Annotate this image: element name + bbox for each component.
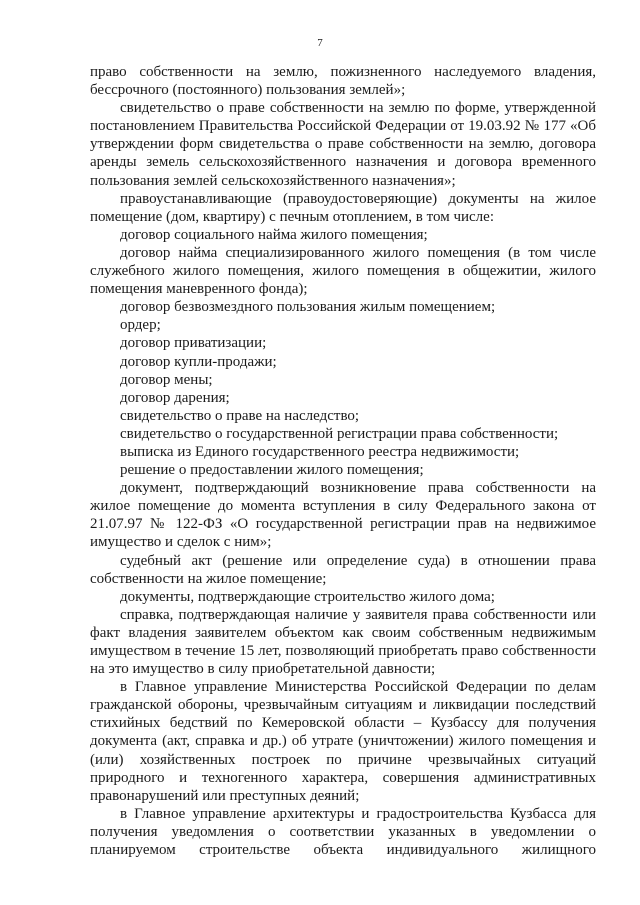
page-number: 7 <box>317 37 323 49</box>
paragraph: документ, подтверждающий возникновение права собственности на жилое помещение до момента вступления в силу Федерального закона от 21.07.97 № 122-ФЗ «О государственной регистрации прав на недвижимое имущество и сделок с ним»; <box>90 480 596 551</box>
paragraph: свидетельство о праве на наследство; <box>120 407 360 424</box>
paragraph: выписка из Единого государственного реестра недвижимости; <box>120 443 520 460</box>
paragraph: в Главное управление архитектуры и градостроительства Кузбасса для получения уведомления о соответствии указанных в уведомлении о планируемом строительстве объекта индивидуального жилищного <box>90 805 596 859</box>
paragraph: судебный акт (решение или определение суда) в отношении права собственности на жилое помещение; <box>90 552 596 587</box>
paragraph: договор социального найма жилого помещения; <box>120 226 428 243</box>
paragraph: договор мены; <box>120 371 213 388</box>
paragraph: решение о предоставлении жилого помещения; <box>120 462 424 479</box>
paragraph: право собственности на землю, пожизненного наследуемого владения, бессрочного (постоянного) пользования землей»; <box>90 64 596 99</box>
paragraph: договор купли-продажи; <box>120 353 277 370</box>
paragraph: договор дарения; <box>120 389 230 406</box>
paragraph: свидетельство о государственной регистрации права собственности; <box>120 425 559 442</box>
paragraph: ордер; <box>120 317 161 334</box>
paragraph: справка, подтверждающая наличие у заявителя права собственности или факт владения заявителем объектом как своим собственным недвижимым имуществом в течение 15 лет, позволяющий приобретать право собственности на это имущество в силу приобретательной давности; <box>90 606 596 678</box>
paragraph: документы, подтверждающие строительство жилого дома; <box>120 588 495 605</box>
paragraph: договор безвозмездного пользования жилым помещением; <box>120 299 496 316</box>
paragraph: правоустанавливающие (правоудостоверяющие) документы на жилое помещение (дом, квартиру) с печным отоплением, в том числе: <box>90 190 596 225</box>
paragraph: свидетельство о праве собственности на землю по форме, утвержденной постановлением Правительства Российской Федерации от 19.03.92 № 177 «Об утверждении форм свидетельства о праве собственности на землю, договора аренды земель сельскохозяйственного назначения и договора временного пользования землей сельскохозяйственного назначения»; <box>90 100 596 189</box>
paragraph: договор приватизации; <box>120 335 267 352</box>
paragraph: договор найма специализированного жилого помещения (в том числе служебного жилого помещения, жилого помещения в общежитии, жилого помещения маневренного фонда); <box>90 244 596 298</box>
paragraph: в Главное управление Министерства Российской Федерации по делам гражданской обороны, чрезвычайным ситуациям и ликвидации последствий стихийных бедствий по Кемеровской области – Кузбассу для получения документа (акт, справка и др.) об утрате (уничтожении) жилого помещения и (или) хозяйственных построек по причине чрезвычайных ситуаций природного и техногенного характера, совершения административных правонарушений или преступных деяний; <box>90 679 596 804</box>
document-body <box>90 63 596 859</box>
